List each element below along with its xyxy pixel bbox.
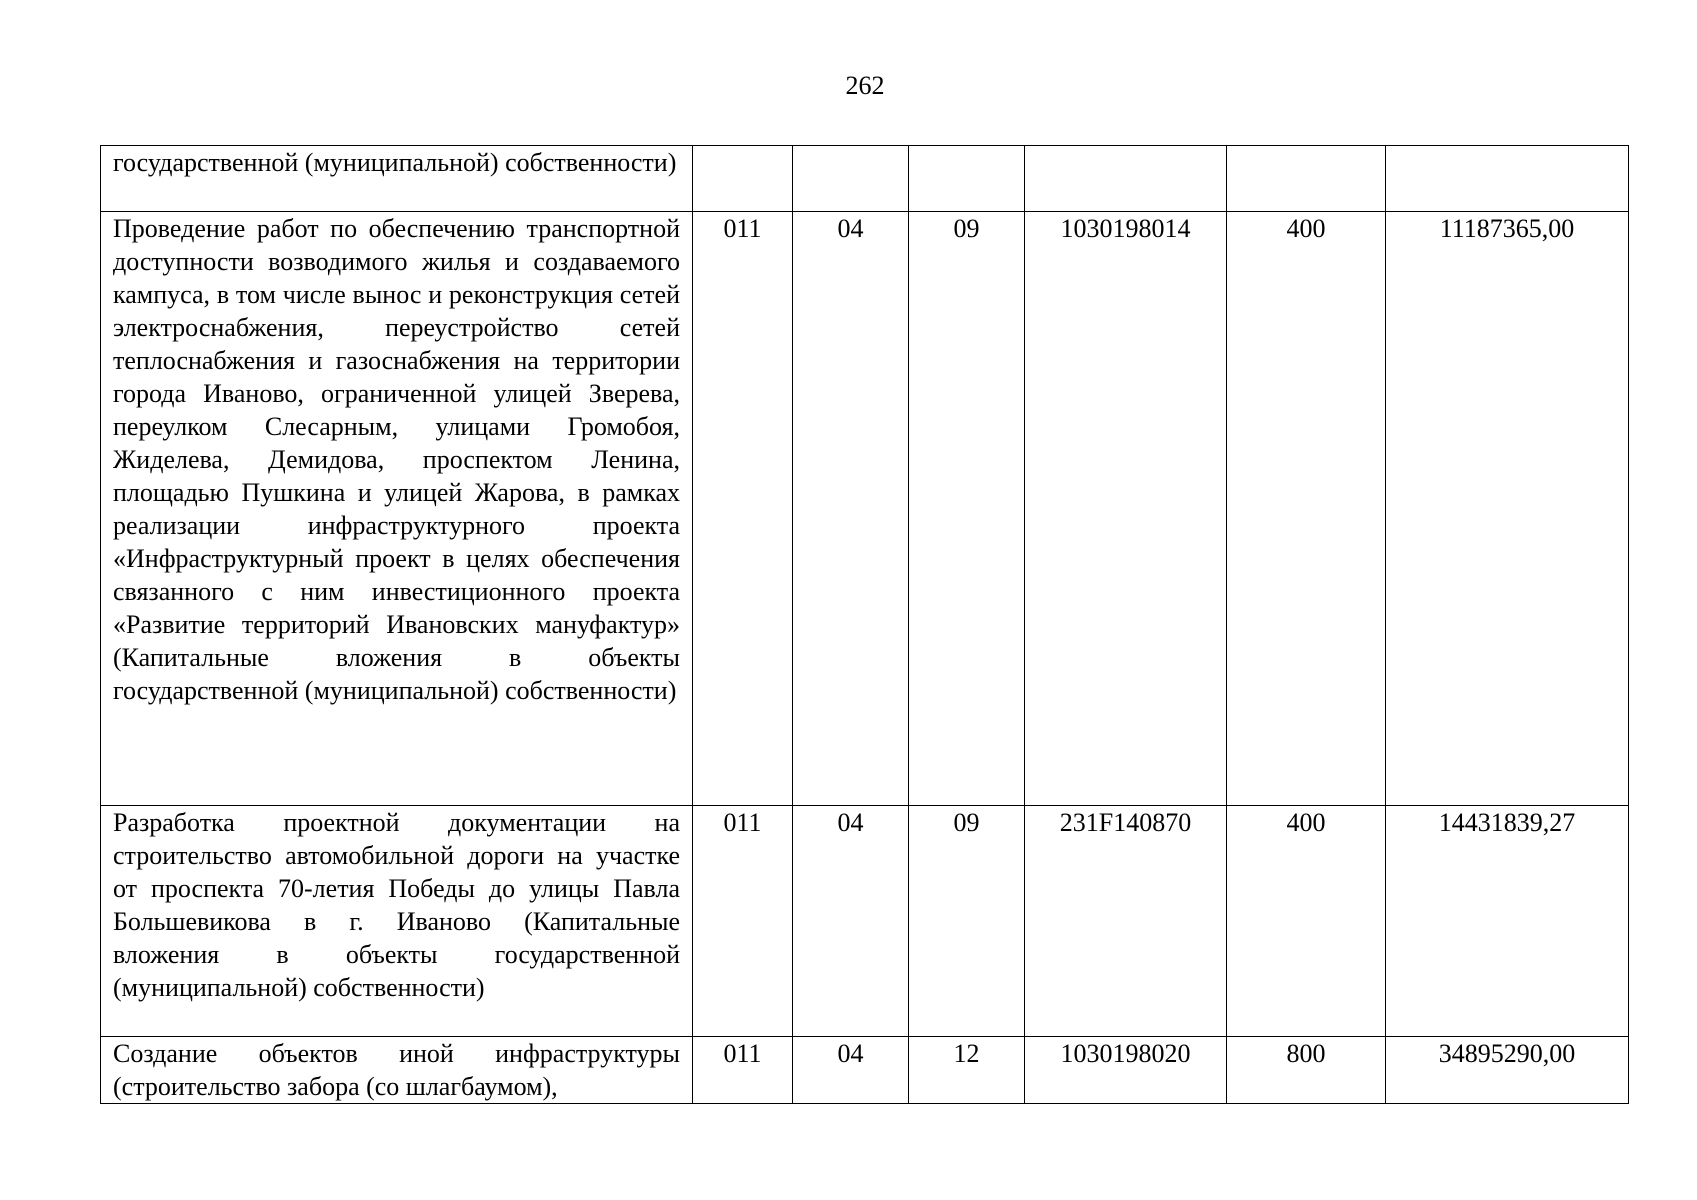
row-description: Проведение работ по обеспечению транспортной доступности возводимого жилья и создаваемого кампуса, в том числе вынос и реконструкция сетей электроснабжения, переустройство сетей теплоснабжения и газоснабжения на территории города Иваново, ограниченной улицей Зверева, переулком Слесарным, улицами Громобоя, Жиделева, Демидова, проспектом Ленина, площадью Пушкина и улицей Жарова, в рамках реализации инфраструктурного проекта «Инфраструктурный проект в целях обеспечения связанного с ним инвестиционного проекта «Развитие территорий Ивановских мануфактур» (Капитальные вложения в объекты государственной (муниципальной) собственности) <box>101 212 693 806</box>
expense-type-code: 800 <box>1227 1037 1386 1104</box>
subsection-code: 12 <box>909 1037 1025 1104</box>
expense-type-code: 400 <box>1227 212 1386 806</box>
row-description: Разработка проектной документации на строительство автомобильной дороги на участке от проспекта 70-летия Победы до улицы Павла Большевикова в г. Иваново (Капитальные вложения в объекты государственной (муниципальной) собственности) <box>101 806 693 1037</box>
subsection-code: 09 <box>909 806 1025 1037</box>
subsection-code <box>909 146 1025 212</box>
page-number: 262 <box>845 71 885 100</box>
table-row <box>101 1037 1629 1104</box>
expense-type-code: 400 <box>1227 806 1386 1037</box>
row-description: Создание объектов иной инфраструктуры (строительство забора (со шлагбаумом), <box>101 1037 693 1104</box>
table-row <box>101 212 1629 806</box>
table-row <box>101 146 1629 212</box>
target-article-code: 1030198014 <box>1025 212 1227 806</box>
target-article-code: 231F140870 <box>1025 806 1227 1037</box>
ministry-code: 011 <box>693 806 793 1037</box>
budget-table <box>100 145 1629 1104</box>
row-description: государственной (муниципальной) собственности) <box>101 146 693 212</box>
section-code: 04 <box>793 1037 909 1104</box>
section-code <box>793 146 909 212</box>
subsection-code: 09 <box>909 212 1025 806</box>
amount-value: 11187365,00 <box>1386 212 1629 806</box>
ministry-code: 011 <box>693 212 793 806</box>
section-code: 04 <box>793 212 909 806</box>
expense-type-code <box>1227 146 1386 212</box>
amount-value: 34895290,00 <box>1386 1037 1629 1104</box>
section-code: 04 <box>793 806 909 1037</box>
target-article-code: 1030198020 <box>1025 1037 1227 1104</box>
target-article-code <box>1025 146 1227 212</box>
ministry-code: 011 <box>693 1037 793 1104</box>
amount-value <box>1386 146 1629 212</box>
amount-value: 14431839,27 <box>1386 806 1629 1037</box>
ministry-code <box>693 146 793 212</box>
table-row <box>101 806 1629 1037</box>
